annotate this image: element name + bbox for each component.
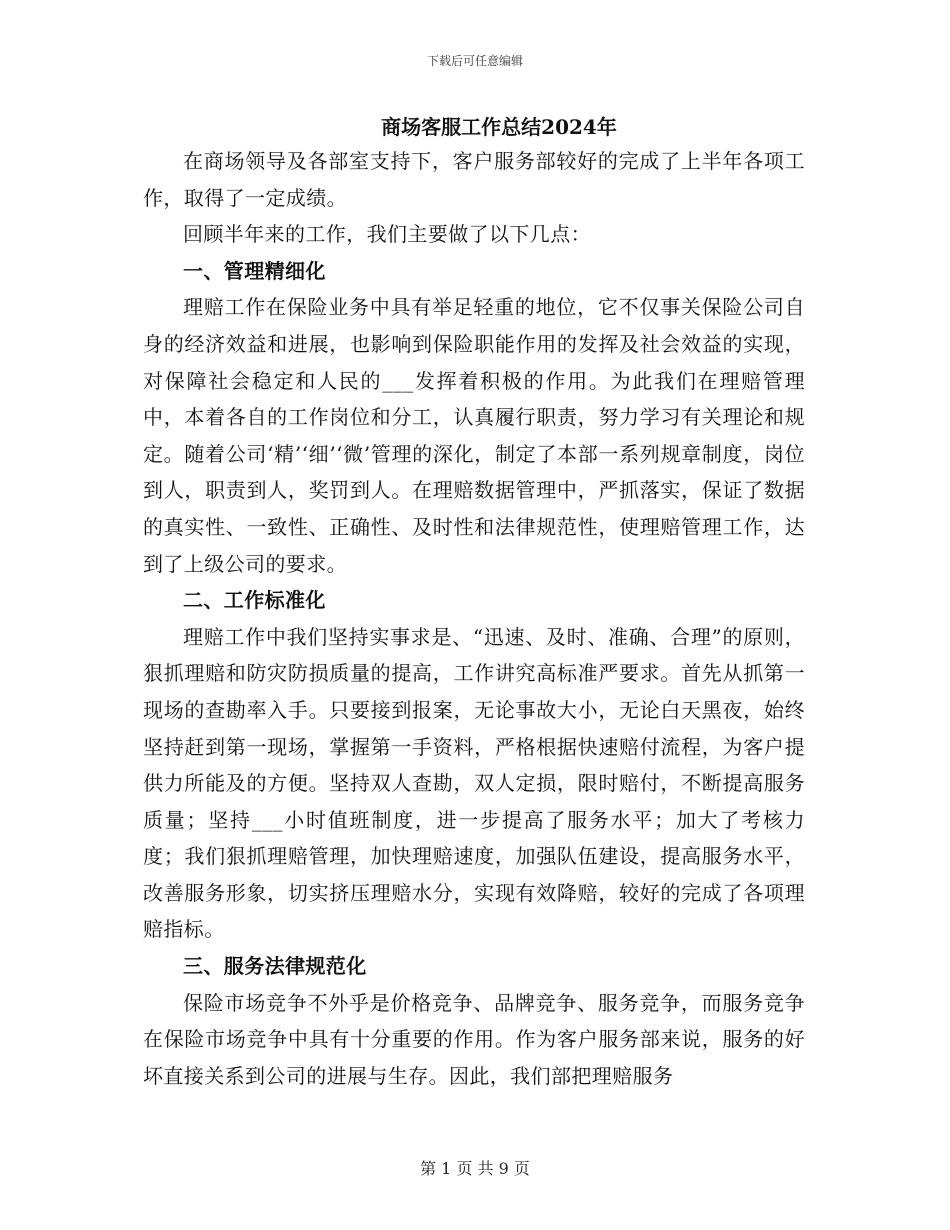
page-header-note: 下载后可任意编辑 — [426, 54, 523, 68]
page-number: 第 1 页 共 9 页 — [420, 1159, 530, 1178]
section-paragraph: 理赔工作在保险业务中具有举足轻重的地位，它不仅事关保险公司自身的经济效益和进展，也影响到保险职能作用的发挥及社会效益的实现，对保障社会稳定和人民的___发挥着积极的作用。为此我们在理赔管理中，本着各自的工作岗位和分工，认真履行职责，努力学习有关理论和规定。随着公司‘精’‘细’‘微’管理的深化，制定了本部一系列规章制度，岗位到人，职责到人，奖罚到人。在理赔数据管理中，严抓落实，保证了数据的真实性、一致性、正确性、及时性和法律规范性，使理赔管理工作，达到了上级公司的要求。 — [143, 295, 805, 576]
section-heading: 一、管理精细化 — [183, 258, 326, 283]
section-paragraph: 保险市场竞争不外乎是价格竞争、品牌竞争、服务竞争，而服务竞争在保险市场竞争中具有十分重要的作用。作为客户服务部来说，服务的好坏直接关系到公司的进展与生存。因此，我们部把理赔服务 — [143, 990, 805, 1088]
section-heading: 三、服务法律规范化 — [183, 954, 367, 979]
document-body — [143, 112, 805, 1094]
intro-paragraph: 回顾半年来的工作，我们主要做了以下几点： — [183, 222, 591, 247]
section-heading: 二、工作标准化 — [183, 588, 326, 613]
section-paragraph: 理赔工作中我们坚持实事求是、“迅速、及时、准确、合理”的原则，狠抓理赔和防灾防损质量的提高，工作讲究高标准严要求。首先从抓第一现场的查勘率入手。只要接到报案，无论事故大小，无论白天黑夜，始终坚持赶到第一现场，掌握第一手资料，严格根据快速赔付流程，为客户提供力所能及的方便。坚持双人查勘，双人定损，限时赔付，不断提高服务质量；坚持___小时值班制度，进一步提高了服务水平；加大了考核力度；我们狠抓理赔管理，加快理赔速度，加强队伍建设，提高服务水平，改善服务形象，切实挤压理赔水分，实现有效降赔，较好的完成了各项理赔指标。 — [143, 624, 805, 942]
document-title: 商场客服工作总结2024年 — [381, 115, 617, 139]
intro-paragraph: 在商场领导及各部室支持下，客户服务部较好的完成了上半年各项工作，取得了一定成绩。 — [143, 149, 805, 210]
